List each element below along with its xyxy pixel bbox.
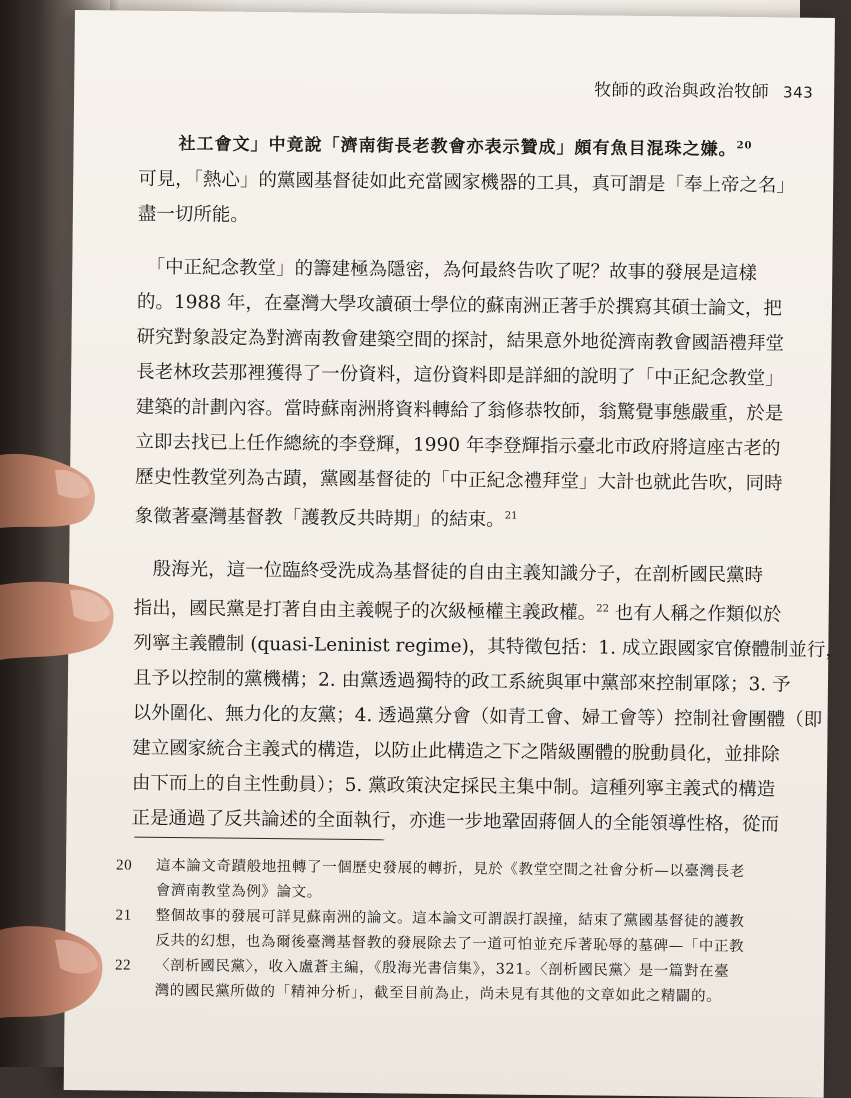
- text-line: 指出，國民黨是打著自由主義幌子的次級極權主義政權。: [133, 597, 597, 624]
- text-line: 由下而上的自主性動員）；5. 黨政策決定採民主集中制。這種列寧主義式的構造: [131, 772, 776, 801]
- text-line-tail: 也有人稱之作類似於: [614, 602, 782, 626]
- text-line: 象徵著臺灣基督教「護教反共時期」的結束。: [134, 505, 505, 531]
- text-line: 正是通過了反共論述的全面執行，亦進一步地鞏固蔣個人的全能領導性格，從而: [131, 807, 780, 836]
- text-line: 建立國家統合主義式的構造，以防止此構造之下之階級團體的脫動員化，並排除: [132, 737, 780, 766]
- text-line: 列寧主義體制 (quasi-Leninist regime)，其特徵包括：1. 成立跟國家官僚體制並行，: [133, 632, 844, 662]
- footnote-ref-22: 22: [596, 603, 610, 615]
- footnote-number: 20: [115, 857, 133, 874]
- text-line: 以外圍化、無力化的友黨；4. 透過黨分會（如青工會、婦工會等）控制社會團體（即: [132, 702, 823, 732]
- footnote-21: [115, 903, 795, 960]
- text-line: 建築的計劃內容。當時蘇南洲將資料轉給了翁修恭牧師，翁驚覺事態嚴重，於是: [135, 396, 784, 425]
- text-line: 立即去找已上任作總統的李登輝，1990 年李登輝指示臺北市政府將這座古老的: [135, 431, 781, 460]
- footnotes: [115, 853, 797, 1010]
- page-number: 343: [782, 83, 814, 102]
- running-head: [594, 75, 813, 102]
- footnote-ref-21: 21: [504, 510, 518, 522]
- footnote-text: [156, 854, 745, 910]
- paragraph-2: [135, 250, 788, 541]
- text-line-with-ref: [134, 587, 784, 633]
- footnote-line: 反共的幻想，也為爾後臺灣基督教的發展除去了一道可怕並充斥著恥辱的墓碑—「中正教: [155, 932, 745, 956]
- footnote-22: [115, 953, 795, 1010]
- text-line: 歷史性教堂列為古蹟，黨國基督徒的「中正紀念禮拜堂」大計也就此告吹，同時: [135, 466, 783, 495]
- footnote-text: [155, 954, 730, 1010]
- footnote-text: [155, 904, 744, 960]
- running-head-title: 牧師的政治與政治牧師: [594, 80, 770, 103]
- text-line: 盡一切所能。: [137, 203, 249, 226]
- text-line: 「中正紀念教堂」的籌建極為隱密，為何最終告吹了呢？故事的發展是這樣: [137, 256, 758, 285]
- text-line: 的。1988 年，在臺灣大學攻讀碩士學位的蘇南洲正著手於撰寫其碩士論文，把: [136, 291, 782, 320]
- footnote-line: 灣的國民黨所做的「精神分析」，截至目前為止，尚未見有其他的文章如此之精闢的。: [154, 982, 722, 1005]
- footnote-line: 這本論文奇蹟般地扭轉了一個歷史發展的轉折，見於《教堂空間之社會分析—以臺灣長老: [155, 857, 745, 881]
- footnote-number: 21: [115, 907, 132, 924]
- text-line-with-ref: [135, 495, 785, 541]
- quote-line: [178, 129, 788, 160]
- text-line: 研究對象設定為對濟南教會建築空間的探討，結果意外地從濟南教會國語禮拜堂: [136, 326, 785, 355]
- footnote-number: 22: [114, 957, 132, 974]
- text-line: 且予以控制的黨機構；2. 由黨透過獨特的政工系統與軍中黨部來控制軍隊；3. 予: [132, 667, 791, 696]
- quote-line-text: 社工會文」中竟說「濟南街長老教會亦表示贊成」頗有魚目混珠之嫌。: [178, 134, 737, 160]
- footnote-20: [116, 853, 796, 910]
- footnote-line: 整個故事的發展可詳見蘇南洲的論文。這本論文可謂誤打誤撞，結束了黨國基督徒的護教: [155, 907, 745, 931]
- footnote-line: 〈剖析國民黨〉，收入盧蒼主編，《殷海光書信集》，321。〈剖析國民黨〉是一篇對在臺: [154, 957, 730, 980]
- text-line: 可見，「熱心」的黨國基督徒如此充當國家機器的工具，真可謂是「奉上帝之名」: [138, 168, 796, 197]
- paragraph-3: [131, 552, 844, 843]
- paragraph-1: [137, 162, 796, 239]
- text-line: 殷海光，這一位臨終受洗成為基督徒的自由主義知識分子，在剖析國民黨時: [134, 558, 764, 587]
- text-line: 長老林玫芸那裡獲得了一份資料，這份資料即是詳細的說明了「中正紀念教堂」: [136, 361, 784, 390]
- footnote-ref-20: 20: [736, 140, 753, 152]
- book-page: [64, 10, 844, 1098]
- footnote-line: 會濟南教堂為例》論文。: [155, 882, 322, 901]
- body-text: [131, 129, 844, 843]
